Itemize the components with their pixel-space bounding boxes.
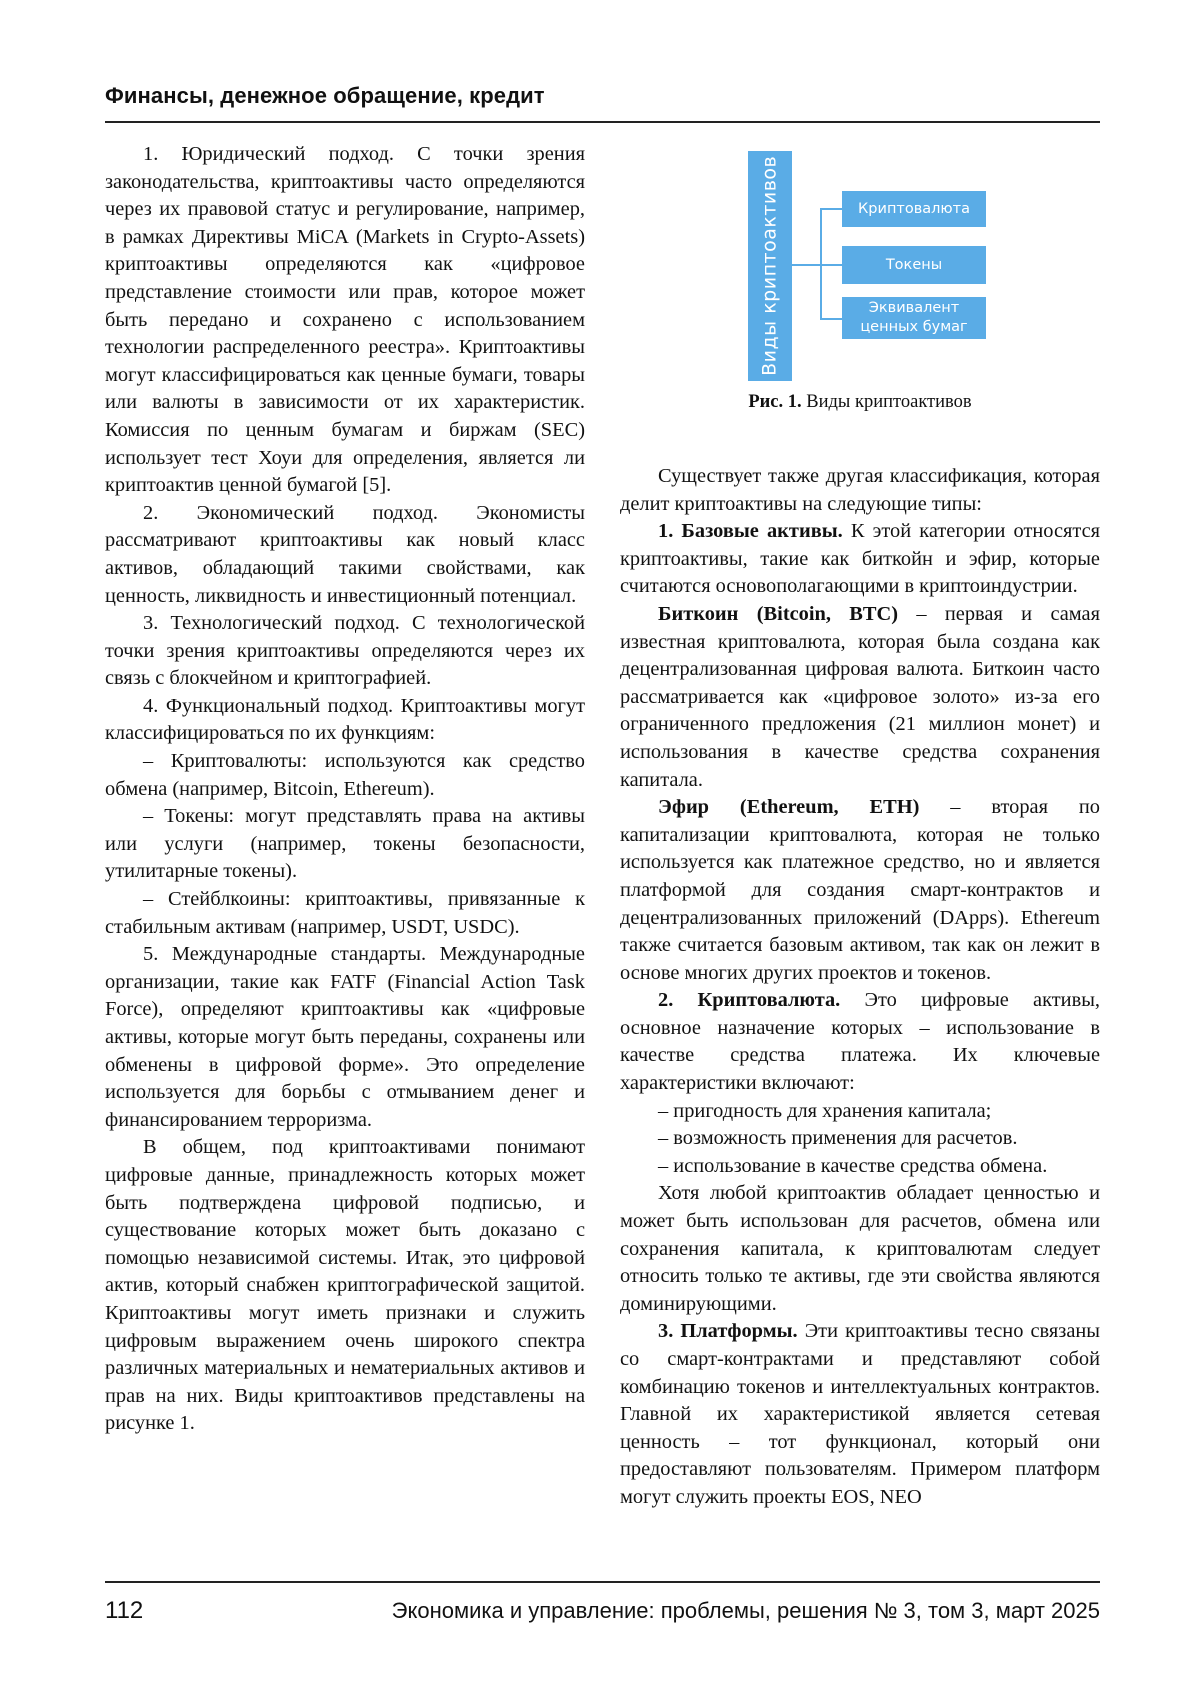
term-ether: Эфир (Ethereum, ETH) [658, 796, 920, 819]
diagram-node-label: Криптовалюта [858, 200, 970, 217]
text-platforms: Эти криптоактивы тесно связаны со смарт-контрактами и представляют собой комбинацию токенов и интеллектуальных контрактов. Главной их характеристикой является сетевая ценность – тот функционал, который они предоставляют пользователям. Примером платформ могут служить проекты EOS, NEO [620, 1320, 1100, 1508]
text-base-assets: К этой категории относятся криптоактивы, такие как биткойн и эфир, которые считаются основополагающими в криптоиндустрии. [620, 520, 1100, 598]
term-base-assets: 1. Базовые активы. [658, 520, 843, 543]
diagram-connector-branch [820, 264, 842, 266]
list-item-tokens: – Токены: могут представлять права на активы или услуги (например, токены безопасности, утилитарные токены). [105, 805, 585, 883]
diagram-node-cryptocurrency [842, 191, 986, 227]
list-item: – использование в качестве средства обмена. [658, 1154, 1048, 1177]
term-platforms: 3. Платформы. [658, 1320, 798, 1343]
paragraph-bitcoin [620, 601, 1100, 794]
paragraph-other-classification: Существует также другая классификация, которая делит криптоактивы на следующие типы: [620, 465, 1100, 515]
paragraph-technological-approach: 3. Технологический подход. С технологической точки зрения криптоактивы определяются через их связь с блокчейном и криптографией. [105, 612, 585, 690]
diagram-root-node [748, 151, 792, 381]
text-bitcoin: – первая и самая известная криптовалюта, которая была создана как децентрализованная цифровая валюта. Биткоин часто рассматривается как «цифровое золото» из-за его ограниченного предложения (21 миллион монет) и использования в качестве средства сохранения капитала. [620, 602, 1100, 791]
paragraph-summary: В общем, под криптоактивами понимают цифровые данные, принадлежность которых может быть подтверждена цифровой подписью, и существование которых может быть доказано с помощью независимой системы. Итак, это цифровой актив, который снабжен криптографической защитой. Криптоактивы могут иметь признаки и служить цифровым выражением очень широкого спектра различных материальных и нематериальных активов и прав на них. Виды криптоактивов представлены на рисунке 1. [105, 1136, 585, 1435]
paragraph-functional-approach: 4. Функциональный подход. Криптоактивы могут классифицироваться по их функциям: [105, 694, 585, 745]
term-cryptocurrency: 2. Криптовалюта. [658, 989, 841, 1012]
figure-caption [620, 391, 1100, 413]
list-item: – возможность применения для расчетов. [658, 1127, 1018, 1150]
paragraph-economic-approach: 2. Экономический подход. Экономисты рассматривают криптоактивы как новый класс активов, обладающий такими свойствами, как ценность, ликвидность и инвестиционный потенциал. [105, 501, 585, 607]
right-column [620, 141, 1100, 1512]
paragraph-cryptocurrency [620, 987, 1100, 1097]
figure-spacer [620, 423, 1100, 463]
diagram-connector-branch [820, 208, 842, 210]
left-column [105, 141, 585, 1438]
figure-caption-label: Рис. 1. [748, 392, 802, 412]
term-bitcoin: Биткоин (Bitcoin, BTC) [658, 602, 899, 625]
paragraph-international-standards: 5. Международные стандарты. Международные организации, такие как FATF (Financial Action Task Force), определяют криптоактивы как «цифровые активы, которые могут быть переданы, сохранены или обменены в цифровой форме». Это определение используется для борьбы с отмыванием денег и финансированием терроризма. [105, 943, 585, 1131]
page-number: 112 [105, 1597, 144, 1624]
footer-rule [105, 1581, 1100, 1583]
text-cryptocurrency: Это цифровые активы, основное назначение которых – использование в качестве средства платежа. Их ключевые характеристики включают: [620, 989, 1100, 1095]
paragraph-crypto-summary: Хотя любой криптоактив обладает ценностью и может быть использован для расчетов, обмена или сохранения капитала, к криптовалютам следует относить только те активы, где эти свойства являются доминирующими. [620, 1182, 1100, 1315]
list-item-cryptocurrencies: – Криптовалюты: используются как средство обмена (например, Bitcoin, Ethereum). [105, 750, 585, 800]
text-ether: – вторая по капитализации криптовалюта, которая не только используется как платежное средство, но и является платформой для создания смарт-контрактов и децентрализованных приложений (DApps). Ethereum также считается базовым активом, так как он лежит в основе многих других проектов и токенов. [620, 796, 1100, 984]
journal-title: Экономика и управление: проблемы, решения № 3, том 3, март 2025 [391, 1598, 1100, 1623]
diagram-root-label: Виды криптоактивов [758, 155, 781, 377]
diagram-node-label: Эквивалент ценных бумаг [860, 300, 968, 335]
figure-caption-text: Виды криптоактивов [806, 392, 972, 412]
paragraph-platforms [620, 1318, 1100, 1511]
diagram-node-securities-equivalent [842, 297, 986, 339]
diagram-connector-trunk [792, 264, 822, 266]
figure-1 [620, 141, 1100, 423]
diagram-connector-branch [820, 318, 842, 320]
paragraph-ether [620, 794, 1100, 987]
diagram-node-tokens [842, 246, 986, 284]
header-rule [105, 121, 1100, 123]
list-item: – пригодность для хранения капитала; [658, 1099, 992, 1122]
section-title: Финансы, денежное обращение, кредит [105, 83, 545, 108]
paragraph-legal-approach: 1. Юридический подход. С точки зрения законодательства, криптоактивы часто определяются через их правовой статус и регулирование, например, в рамках Директивы MiCA (Markets in Crypto-Assets) криптоактивы определяются как «цифровое представление стоимости или прав, которое может быть передано и сохранено с использованием технологии распределенного реестра». Криптоактивы могут классифицироваться как ценные бумаги, товары или валюты в зависимости от их характеристик. Комиссия по ценным бумагам и биржам (SEC) использует тест Хоуи для определения, является ли криптоактив ценной бумагой [5]. [105, 143, 585, 497]
list-item-stablecoins: – Стейблкоины: криптоактивы, привязанные к стабильным активам (например, USDT, USDC). [105, 888, 585, 938]
paragraph-base-assets [620, 518, 1100, 601]
diagram-node-label: Токены [885, 256, 943, 273]
